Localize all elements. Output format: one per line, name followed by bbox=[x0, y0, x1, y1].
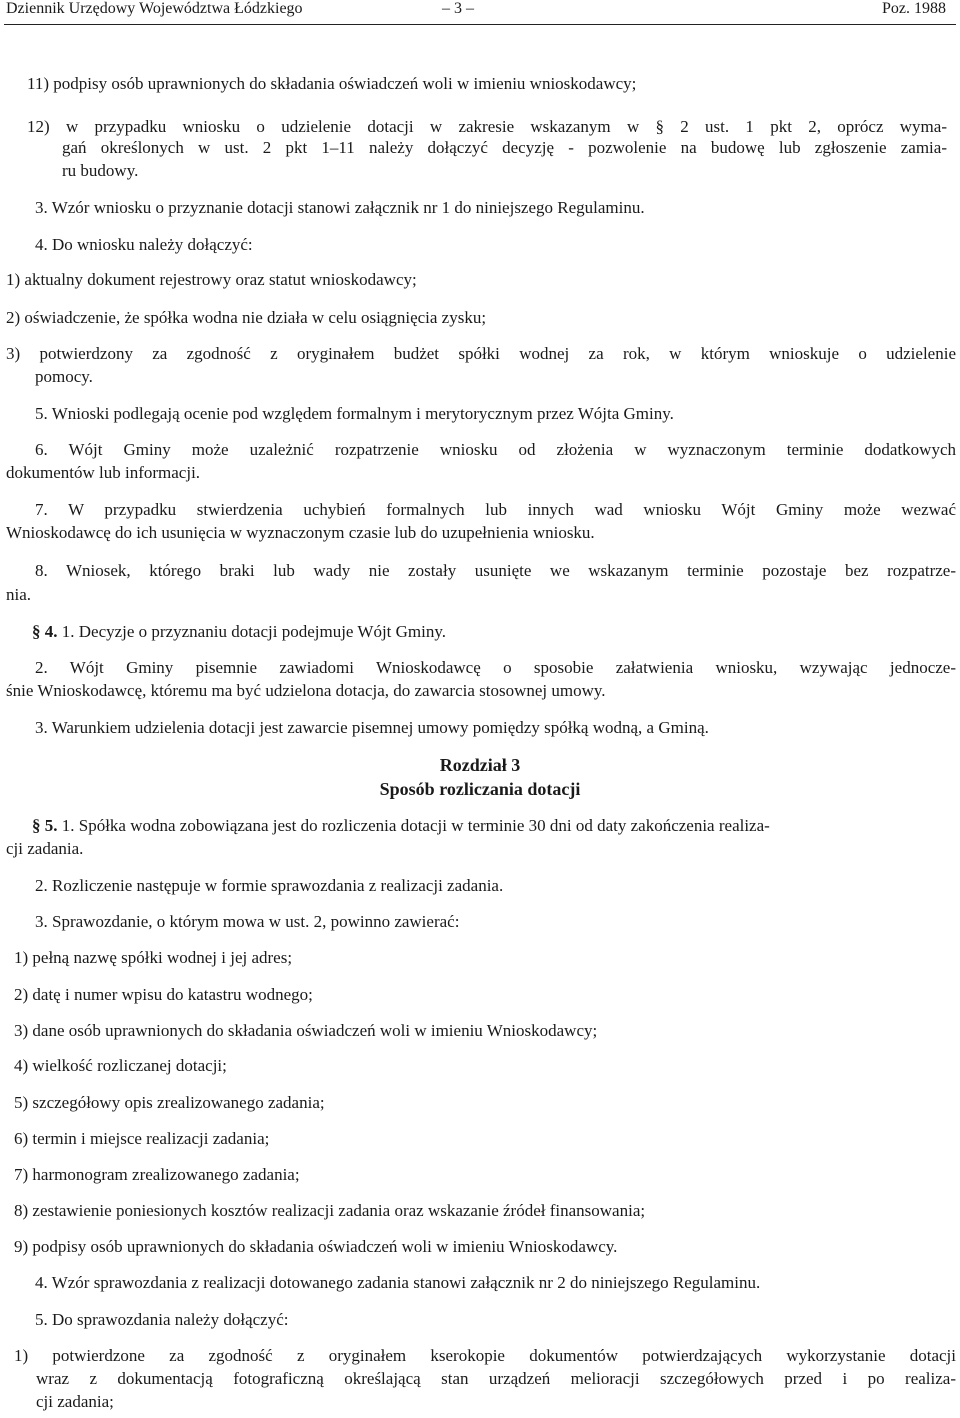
list-item-continuation: pomocy. bbox=[35, 367, 93, 386]
list-item: 1) pełną nazwę spółki wodnej i jej adres; bbox=[14, 948, 293, 967]
section-number: § 4. bbox=[32, 622, 58, 641]
list-item: 3) dane osób uprawnionych do składania oświadczeń woli w imieniu Wnioskodawcy; bbox=[14, 1021, 598, 1040]
paragraph: 2. Wójt Gminy pisemnie zawiadomi Wnioskodawcę o sposobie załatwienia wniosku, wzywając jednocze- bbox=[35, 658, 956, 677]
list-item: 12) w przypadku wniosku o udzielenie dotacji w zakresie wskazanym w § 2 ust. 1 pkt 2, oprócz wyma- bbox=[27, 117, 947, 136]
section-paragraph bbox=[32, 815, 770, 837]
list-item: 5) szczegółowy opis zrealizowanego zadania; bbox=[14, 1093, 325, 1112]
paragraph: 4. Wzór sprawozdania z realizacji dotowanego zadania stanowi załącznik nr 2 do niniejszego Regulaminu. bbox=[35, 1273, 761, 1292]
paragraph: 2. Rozliczenie następuje w formie sprawozdania z realizacji zadania. bbox=[35, 876, 504, 895]
paragraph-continuation: cji zadania. bbox=[6, 839, 84, 858]
page-header bbox=[0, 0, 960, 28]
section-number: § 5. bbox=[32, 816, 58, 835]
list-item: 1) potwierdzone za zgodność z oryginałem kserokopie dokumentów potwierdzających wykorzystanie dotacji bbox=[14, 1346, 956, 1365]
header-rule bbox=[4, 24, 956, 25]
list-item: 7) harmonogram zrealizowanego zadania; bbox=[14, 1165, 300, 1184]
paragraph-continuation: dokumentów lub informacji. bbox=[6, 463, 201, 482]
list-item-continuation: cji zadania; bbox=[36, 1392, 114, 1411]
paragraph-continuation: Wnioskodawcę do ich usunięcia w wyznaczonym czasie lub do uzupełnienia wniosku. bbox=[6, 523, 595, 542]
list-item-continuation: wraz z dokumentacją fotograficzną określającą stan urządzeń melioracji szczegółowych przed i po realiza- bbox=[36, 1369, 956, 1388]
list-item: 3) potwierdzony za zgodność z oryginałem budżet spółki wodnej za rok, w którym wnioskuje o udzielenie bbox=[6, 344, 956, 363]
chapter-number: Rozdział 3 bbox=[439, 755, 521, 775]
list-item: 1) aktualny dokument rejestrowy oraz statut wnioskodawcy; bbox=[6, 270, 417, 289]
section-paragraph bbox=[32, 621, 446, 643]
paragraph: 6. Wójt Gminy może uzależnić rozpatrzenie wniosku od złożenia w wyznaczonym terminie dodatkowych bbox=[35, 440, 956, 459]
paragraph-continuation: śnie Wnioskodawcę, któremu ma być udzielona dotacja, do zawarcia stosownej umowy. bbox=[6, 681, 606, 700]
list-item-continuation: gań określonych w ust. 2 pkt 1–11 należy dołączyć decyzję - pozwolenie na budowę lub zgłoszenie zamia- bbox=[62, 138, 947, 157]
position-number: Poz. 1988 bbox=[882, 0, 946, 17]
chapter-title: Sposób rozliczania dotacji bbox=[379, 779, 581, 799]
list-item: 2) oświadczenie, że spółka wodna nie działa w celu osiągnięcia zysku; bbox=[6, 308, 487, 327]
list-item: 6) termin i miejsce realizacji zadania; bbox=[14, 1129, 270, 1148]
paragraph: 3. Warunkiem udzielenia dotacji jest zawarcie pisemnej umowy pomiędzy spółką wodną, a Gminą. bbox=[35, 718, 709, 737]
list-item: 11) podpisy osób uprawnionych do składania oświadczeń woli w imieniu wnioskodawcy; bbox=[27, 74, 637, 93]
list-item: 9) podpisy osób uprawnionych do składania oświadczeń woli w imieniu Wnioskodawcy. bbox=[14, 1237, 618, 1256]
paragraph: 5. Do sprawozdania należy dołączyć: bbox=[35, 1310, 289, 1329]
page-number: – 3 – bbox=[442, 0, 474, 17]
paragraph-continuation: nia. bbox=[6, 585, 32, 604]
paragraph: 7. W przypadku stwierdzenia uchybień formalnych lub innych wad wniosku Wójt Gminy może wezwać bbox=[35, 500, 956, 519]
list-item: 2) datę i numer wpisu do katastru wodnego; bbox=[14, 985, 313, 1004]
paragraph: 3. Sprawozdanie, o którym mowa w ust. 2, powinno zawierać: bbox=[35, 912, 460, 931]
paragraph: 4. Do wniosku należy dołączyć: bbox=[35, 235, 253, 254]
journal-title: Dziennik Urzędowy Województwa Łódzkiego bbox=[6, 0, 303, 17]
list-item-continuation: ru budowy. bbox=[62, 161, 139, 180]
paragraph: 3. Wzór wniosku o przyznanie dotacji stanowi załącznik nr 1 do niniejszego Regulaminu. bbox=[35, 198, 645, 217]
paragraph: 8. Wniosek, którego braki lub wady nie zostały usunięte we wskazanym terminie pozostaje bez rozpatrze- bbox=[35, 561, 956, 580]
section-text: 1. Decyzje o przyznaniu dotacji podejmuje Wójt Gminy. bbox=[57, 622, 447, 641]
list-item: 8) zestawienie poniesionych kosztów realizacji zadania oraz wskazanie źródeł finansowania; bbox=[14, 1201, 646, 1220]
paragraph: 5. Wnioski podlegają ocenie pod względem formalnym i merytorycznym przez Wójta Gminy. bbox=[35, 404, 674, 423]
list-item: 4) wielkość rozliczanej dotacji; bbox=[14, 1056, 227, 1075]
section-text: 1. Spółka wodna zobowiązana jest do rozliczenia dotacji w terminie 30 dni od daty zakończenia realiza- bbox=[57, 816, 770, 835]
